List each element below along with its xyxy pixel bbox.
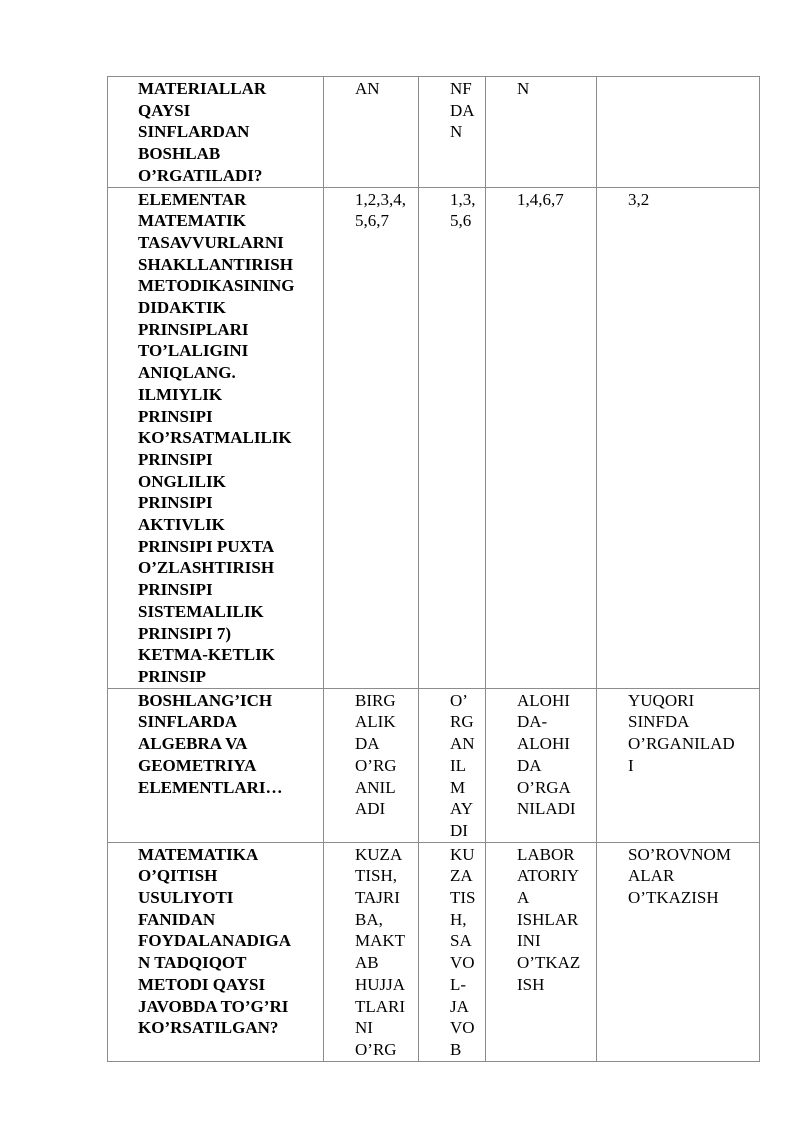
- question-cell: [108, 187, 324, 688]
- cell-text-line: AY: [450, 799, 473, 819]
- cell-text-line: NILADI: [517, 799, 576, 819]
- cell-text-line: JA: [450, 996, 469, 1016]
- cell-text-line: TAJRI: [355, 888, 400, 908]
- cell-text-line: I: [628, 755, 634, 775]
- answer-b-cell: [419, 187, 486, 688]
- cell-text-line: ISH: [517, 974, 545, 994]
- cell-text-line: ANIL: [355, 777, 396, 797]
- cell-text-line: N: [450, 122, 463, 142]
- cell-text-line: TLARI: [355, 996, 406, 1016]
- cell-text-line: ALGEBRA VA: [138, 734, 248, 754]
- cell-text-line: SISTEMALILIK: [138, 601, 264, 621]
- cell-text-line: JAVOBDA TO’G’RI: [138, 996, 289, 1016]
- cell-text-line: O’RGANILAD: [628, 734, 735, 754]
- cell-text-line: O’RG: [355, 755, 397, 775]
- cell-text-line: PRINSIPI PUXTA: [138, 536, 275, 556]
- cell-text-line: QAYSI: [138, 100, 191, 120]
- answer-d-cell: [597, 842, 760, 1061]
- cell-text-line: ELEMENTAR: [138, 189, 247, 209]
- cell-text-line: ANIQLANG.: [138, 363, 236, 383]
- cell-text-line: AN: [355, 79, 380, 98]
- table-row: [108, 187, 760, 688]
- cell-text-line: PRINSIPI: [138, 580, 213, 600]
- cell-text-line: DA: [355, 734, 380, 754]
- cell-text-line: A: [517, 888, 530, 908]
- cell-text-line: PRINSIPI: [138, 449, 213, 469]
- cell-text-line: DI: [450, 820, 468, 840]
- questions-table: [107, 76, 760, 1062]
- cell-text-line: NF: [450, 79, 472, 98]
- question-cell: [108, 688, 324, 842]
- cell-text-line: PRINSIPI 7): [138, 623, 232, 643]
- cell-text-line: SA: [450, 931, 472, 951]
- answer-a-cell: [324, 842, 419, 1061]
- cell-text-line: ALOHI: [517, 690, 570, 710]
- cell-text-line: MATERIALLAR: [138, 79, 267, 98]
- cell-text-line: AN: [450, 734, 475, 754]
- cell-text-line: O’TKAZ: [517, 953, 581, 973]
- cell-text-line: RG: [450, 712, 474, 732]
- cell-text-line: ALAR: [628, 866, 675, 886]
- cell-text-line: B: [450, 1039, 462, 1059]
- cell-text-line: O’ZLASHTIRISH: [138, 558, 275, 578]
- cell-text-line: GEOMETRIYA: [138, 755, 257, 775]
- cell-text-line: KETMA-KETLIK: [138, 645, 275, 665]
- cell-text-line: KU: [450, 844, 475, 864]
- cell-text-line: HUJJA: [355, 974, 406, 994]
- cell-text-line: ONGLILIK: [138, 471, 226, 491]
- cell-text-line: 5,6: [450, 211, 472, 231]
- cell-text-line: INI: [517, 931, 541, 951]
- cell-text-line: O’: [450, 690, 468, 710]
- cell-text-line: ALOHI: [517, 734, 570, 754]
- cell-text-line: DA: [450, 100, 475, 120]
- answer-a-cell: [324, 77, 419, 188]
- cell-text-line: PRINSIPI: [138, 493, 213, 513]
- cell-text-line: TIS: [450, 888, 476, 908]
- cell-text-line: ADI: [355, 799, 386, 819]
- cell-text-line: ZA: [450, 866, 473, 886]
- cell-text-line: KUZA: [355, 844, 403, 864]
- cell-text-line: AKTIVLIK: [138, 515, 225, 535]
- answer-b-cell: [419, 842, 486, 1061]
- cell-text-line: 1,4,6,7: [517, 189, 564, 209]
- cell-text-line: N: [517, 79, 530, 98]
- cell-text-line: PRINSIPLARI: [138, 319, 249, 339]
- cell-text-line: 5,6,7: [355, 211, 389, 231]
- answer-c-cell: [486, 688, 597, 842]
- cell-text-line: ELEMENTLARI…: [138, 777, 283, 797]
- answer-d-cell: [597, 688, 760, 842]
- cell-text-line: ISHLAR: [517, 909, 579, 929]
- answer-b-cell: [419, 688, 486, 842]
- answer-b-cell: [419, 77, 486, 188]
- cell-text-line: 3,2: [628, 189, 650, 209]
- cell-text-line: VO: [450, 953, 475, 973]
- cell-text-line: KO’RSATILGAN?: [138, 1018, 279, 1038]
- cell-text-line: PRINSIPI: [138, 406, 213, 426]
- cell-text-line: MATEMATIKA: [138, 844, 259, 864]
- cell-text-line: MAKT: [355, 931, 406, 951]
- cell-text-line: TO’LALIGINI: [138, 341, 249, 361]
- cell-text-line: VO: [450, 1018, 475, 1038]
- table-row: [108, 77, 760, 188]
- answer-d-cell: [597, 187, 760, 688]
- cell-text-line: SINFLARDAN: [138, 122, 250, 142]
- answer-a-cell: [324, 688, 419, 842]
- cell-text-line: NI: [355, 1018, 373, 1038]
- cell-text-line: ALIK: [355, 712, 396, 732]
- cell-text-line: USULIYOTI: [138, 888, 234, 908]
- question-cell: [108, 77, 324, 188]
- cell-text-line: MATEMATIK: [138, 211, 246, 231]
- cell-text-line: FANIDAN: [138, 909, 216, 929]
- answer-c-cell: [486, 842, 597, 1061]
- cell-text-line: BA,: [355, 909, 383, 929]
- cell-text-line: O’RGA: [517, 777, 571, 797]
- cell-text-line: O’RG: [355, 1039, 397, 1059]
- cell-text-line: PRINSIP: [138, 666, 207, 686]
- cell-text-line: 1,3,: [450, 189, 476, 209]
- cell-text-line: DA-: [517, 712, 548, 732]
- cell-text-line: DIDAKTIK: [138, 298, 226, 318]
- cell-text-line: TASAVVURLARNI: [138, 232, 284, 252]
- question-cell: [108, 842, 324, 1061]
- cell-text-line: YUQORI: [628, 690, 695, 710]
- cell-text-line: SHAKLLANTIRISH: [138, 254, 293, 274]
- answer-c-cell: [486, 187, 597, 688]
- answer-a-cell: [324, 187, 419, 688]
- cell-text-line: AB: [355, 953, 379, 973]
- cell-text-line: LABOR: [517, 844, 575, 864]
- answer-d-cell: [597, 77, 760, 188]
- cell-text-line: O’RGATILADI?: [138, 165, 263, 185]
- table-row: [108, 842, 760, 1061]
- cell-text-line: DA: [517, 755, 542, 775]
- cell-text-line: SINFDA: [628, 712, 690, 732]
- cell-text-line: L-: [450, 974, 467, 994]
- cell-text-line: O’QITISH: [138, 866, 218, 886]
- cell-text-line: KO’RSATMALILIK: [138, 428, 292, 448]
- cell-text-line: H,: [450, 909, 467, 929]
- cell-text-line: O’TKAZISH: [628, 888, 719, 908]
- cell-text-line: ILMIYLIK: [138, 384, 223, 404]
- cell-text-line: SO’ROVNOM: [628, 844, 731, 864]
- cell-text-line: FOYDALANADIGA: [138, 931, 291, 951]
- cell-text-line: BIRG: [355, 690, 396, 710]
- cell-text-line: SINFLARDA: [138, 712, 238, 732]
- cell-text-line: BOSHLAB: [138, 144, 221, 164]
- cell-text-line: BOSHLANG’ICH: [138, 690, 273, 710]
- cell-text-line: METODI QAYSI: [138, 974, 266, 994]
- answer-c-cell: [486, 77, 597, 188]
- table-row: [108, 688, 760, 842]
- cell-text-line: METODIKASINING: [138, 276, 295, 296]
- cell-text-line: 1,2,3,4,: [355, 189, 406, 209]
- cell-text-line: M: [450, 777, 466, 797]
- cell-text-line: ATORIY: [517, 866, 580, 886]
- cell-text-line: IL: [450, 755, 467, 775]
- cell-text-line: TISH,: [355, 866, 398, 886]
- cell-text-line: N TADQIQOT: [138, 953, 247, 973]
